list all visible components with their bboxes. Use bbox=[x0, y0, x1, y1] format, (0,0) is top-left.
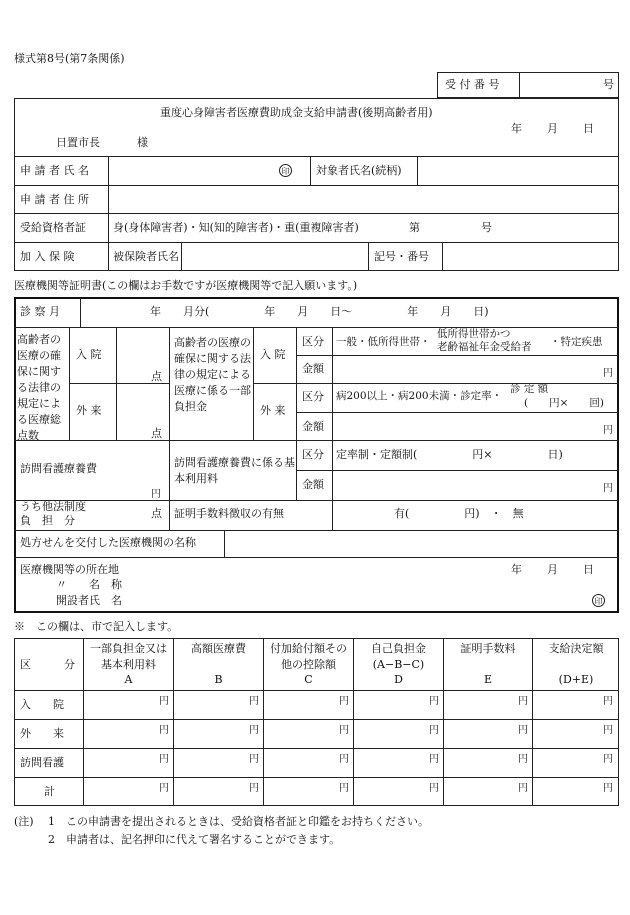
out-fixed-value: ( 円× 回) bbox=[524, 397, 604, 409]
city-header-d-code: D bbox=[394, 673, 403, 686]
institution-seal-mark: 印 bbox=[592, 594, 605, 607]
insurance-label: 加 入 保 険 bbox=[20, 250, 75, 263]
city-cell-yen: 円 bbox=[339, 725, 349, 736]
founder-name-label: 開設者氏 名 bbox=[56, 594, 122, 607]
insured-name-label: 被保険者氏名 bbox=[113, 250, 179, 263]
city-cell-yen: 円 bbox=[249, 725, 259, 736]
outpatient-label: 外 来 bbox=[76, 404, 102, 417]
symbol-number-field[interactable] bbox=[446, 245, 614, 267]
city-row-total: 計 bbox=[44, 785, 55, 798]
city-row-visit: 訪問看護 bbox=[20, 756, 64, 769]
city-header-a: 一部負担金又は基本利用料 bbox=[90, 642, 167, 671]
inpatient-label: 入 院 bbox=[76, 348, 102, 361]
location-label: 医療機関等の所在地 bbox=[20, 563, 119, 576]
pharmacy-label: 処方せんを交付した医療機関の名称 bbox=[20, 536, 196, 549]
cert-fee-value: 有( 円) ・ 無 bbox=[394, 507, 524, 520]
city-cell-yen: 円 bbox=[249, 696, 259, 707]
out-amount-yen: 円 bbox=[603, 425, 613, 436]
city-header-b: 高額医療費 bbox=[191, 642, 246, 655]
city-cell-yen: 円 bbox=[159, 696, 169, 707]
other-law-point-unit: 点 bbox=[151, 507, 162, 520]
amount-label-out: 金額 bbox=[302, 420, 324, 433]
receipt-label: 受 付 番 号 bbox=[445, 78, 500, 91]
city-cell-yen: 円 bbox=[339, 754, 349, 765]
city-header-d: 自己負担金(A−B−C) bbox=[371, 642, 426, 671]
visit-nursing-fee-label: 訪問看護療養費に係る基本利用料 bbox=[174, 456, 295, 485]
burden-inpatient-label: 入 院 bbox=[260, 348, 286, 361]
burden-outpatient-label: 外 来 bbox=[260, 404, 286, 417]
out-category-1: 病200以上・病200未満・診定率・ bbox=[336, 390, 503, 402]
category-label-in: 区分 bbox=[302, 335, 324, 348]
applicant-address-field[interactable] bbox=[112, 188, 612, 210]
visit-amount-yen: 円 bbox=[603, 483, 613, 494]
city-cell-yen: 円 bbox=[603, 754, 613, 765]
city-cell-yen: 円 bbox=[339, 696, 349, 707]
city-cell-yen: 円 bbox=[159, 783, 169, 794]
notes-prefix: (注) bbox=[14, 815, 34, 828]
city-cell-yen: 円 bbox=[159, 754, 169, 765]
in-amount-yen: 円 bbox=[603, 368, 613, 379]
receipt-number-field[interactable] bbox=[524, 75, 598, 95]
city-header-a-code: A bbox=[124, 673, 133, 686]
city-cell-yen: 円 bbox=[518, 725, 528, 736]
cert-year-label: 年 bbox=[511, 563, 522, 576]
city-header-e: 証明手数料 bbox=[460, 642, 516, 655]
city-cell-yen: 円 bbox=[518, 696, 528, 707]
city-cell-yen: 円 bbox=[603, 725, 613, 736]
applicant-name-field[interactable] bbox=[112, 159, 272, 181]
city-header-b-code: B bbox=[214, 673, 223, 686]
pharmacy-name-field[interactable] bbox=[228, 533, 613, 554]
cert-fee-label: 証明手数料徴収の有無 bbox=[174, 507, 284, 520]
city-note: ※ この欄は、市で記入します。 bbox=[14, 620, 179, 633]
amount-label-visit: 金額 bbox=[302, 478, 324, 491]
in-category-3: ・特定疾患 bbox=[550, 336, 603, 348]
addressee: 日置市長 bbox=[56, 136, 100, 149]
target-person-label: 対象者氏名(続柄) bbox=[316, 164, 402, 177]
cert-month-label: 月 bbox=[547, 563, 558, 576]
visit-nursing-yen: 円 bbox=[151, 489, 161, 500]
category-label-visit: 区分 bbox=[302, 448, 324, 461]
note-item: 2 申請者は、記名押印に代えて署名することができます。 bbox=[48, 833, 341, 846]
city-cell-yen: 円 bbox=[518, 783, 528, 794]
out-fixed-label: 診 定 額 bbox=[510, 383, 549, 395]
institution-name-label: 〃 名 称 bbox=[56, 578, 122, 591]
total-points-label: 高齢者の医療の確保に関する法律の規定による医療総点数 bbox=[17, 333, 61, 442]
city-cell-yen: 円 bbox=[249, 783, 259, 794]
exam-month-value: 年 月分( 年 月 日〜 年 月 日) bbox=[150, 305, 489, 318]
city-cell-yen: 円 bbox=[429, 725, 439, 736]
city-row-outpatient: 外 来 bbox=[20, 727, 64, 740]
city-row-inpatient: 入 院 bbox=[20, 698, 64, 711]
city-header-c-code: C bbox=[304, 673, 313, 686]
outpatient-point-unit: 点 bbox=[151, 427, 162, 440]
city-header-total: 支給決定額 bbox=[548, 642, 604, 655]
in-category-2b: 老齢福祉年金受給者 bbox=[437, 341, 532, 353]
amount-label-in: 金額 bbox=[302, 362, 324, 375]
city-cell-yen: 円 bbox=[518, 754, 528, 765]
receipt-unit: 号 bbox=[603, 78, 614, 91]
target-person-field[interactable] bbox=[421, 159, 615, 181]
visit-category-value: 定率制・定額制( 円× 日) bbox=[336, 448, 563, 461]
seal-mark: 印 bbox=[279, 164, 292, 177]
addressee-suffix: 様 bbox=[137, 136, 148, 149]
city-cell-yen: 円 bbox=[159, 725, 169, 736]
date-day-label: 日 bbox=[583, 122, 594, 135]
city-cell-yen: 円 bbox=[429, 754, 439, 765]
city-header-category: 区 分 bbox=[20, 658, 75, 671]
visit-nursing-label: 訪問看護療養費 bbox=[20, 462, 97, 475]
city-cell-yen: 円 bbox=[429, 783, 439, 794]
city-header-e-code: E bbox=[483, 673, 493, 686]
cert-day-label: 日 bbox=[583, 563, 594, 576]
city-header-c: 付加給付額その他の控除額 bbox=[270, 642, 347, 671]
date-year-label: 年 bbox=[511, 122, 522, 135]
city-cell-yen: 円 bbox=[429, 696, 439, 707]
form-title: 重度心身障害者医療費助成金支給申請書(後期高齢者用) bbox=[160, 106, 433, 119]
exam-month-label: 診 察 月 bbox=[20, 305, 60, 318]
city-cell-yen: 円 bbox=[249, 754, 259, 765]
city-cell-yen: 円 bbox=[603, 783, 613, 794]
symbol-number-label: 記号・番号 bbox=[374, 250, 429, 263]
inpatient-point-unit: 点 bbox=[151, 370, 162, 383]
city-cell-yen: 円 bbox=[603, 696, 613, 707]
other-law-label-2: 負 担 分 bbox=[20, 514, 75, 527]
medical-section-heading: 医療機関等証明書(この欄はお手数ですが医療機関等で記入願います。) bbox=[14, 279, 358, 292]
category-label-out: 区分 bbox=[302, 390, 324, 403]
city-header-total-code: (D+E) bbox=[558, 673, 594, 686]
in-category-2a: 低所得世帯かつ bbox=[437, 328, 511, 340]
insured-name-field[interactable] bbox=[185, 245, 363, 267]
note-item: 1 この申請書を提出されるときは、受給資格者証と印鑑をお持ちください。 bbox=[48, 815, 429, 828]
in-category-1: 一般・低所得世帯・ bbox=[336, 336, 431, 348]
city-cell-yen: 円 bbox=[339, 783, 349, 794]
certificate-no-suffix: 号 bbox=[481, 221, 492, 234]
other-law-label: うち他法制度 bbox=[20, 500, 86, 513]
applicant-address-label: 申 請 者 住 所 bbox=[20, 193, 89, 206]
certificate-types: 身(身体障害者)・知(知的障害者)・重(重複障害者) bbox=[113, 221, 359, 234]
certificate-no-prefix: 第 bbox=[409, 221, 420, 234]
form-number: 様式第8号(第7条関係) bbox=[14, 52, 125, 65]
date-month-label: 月 bbox=[547, 122, 558, 135]
burden-label: 高齢者の医療の確保に関する法律の規定による医療に係る一部負担金 bbox=[174, 336, 251, 413]
applicant-name-label: 申 請 者 氏 名 bbox=[20, 164, 89, 177]
certificate-label: 受給資格者証 bbox=[20, 221, 86, 234]
